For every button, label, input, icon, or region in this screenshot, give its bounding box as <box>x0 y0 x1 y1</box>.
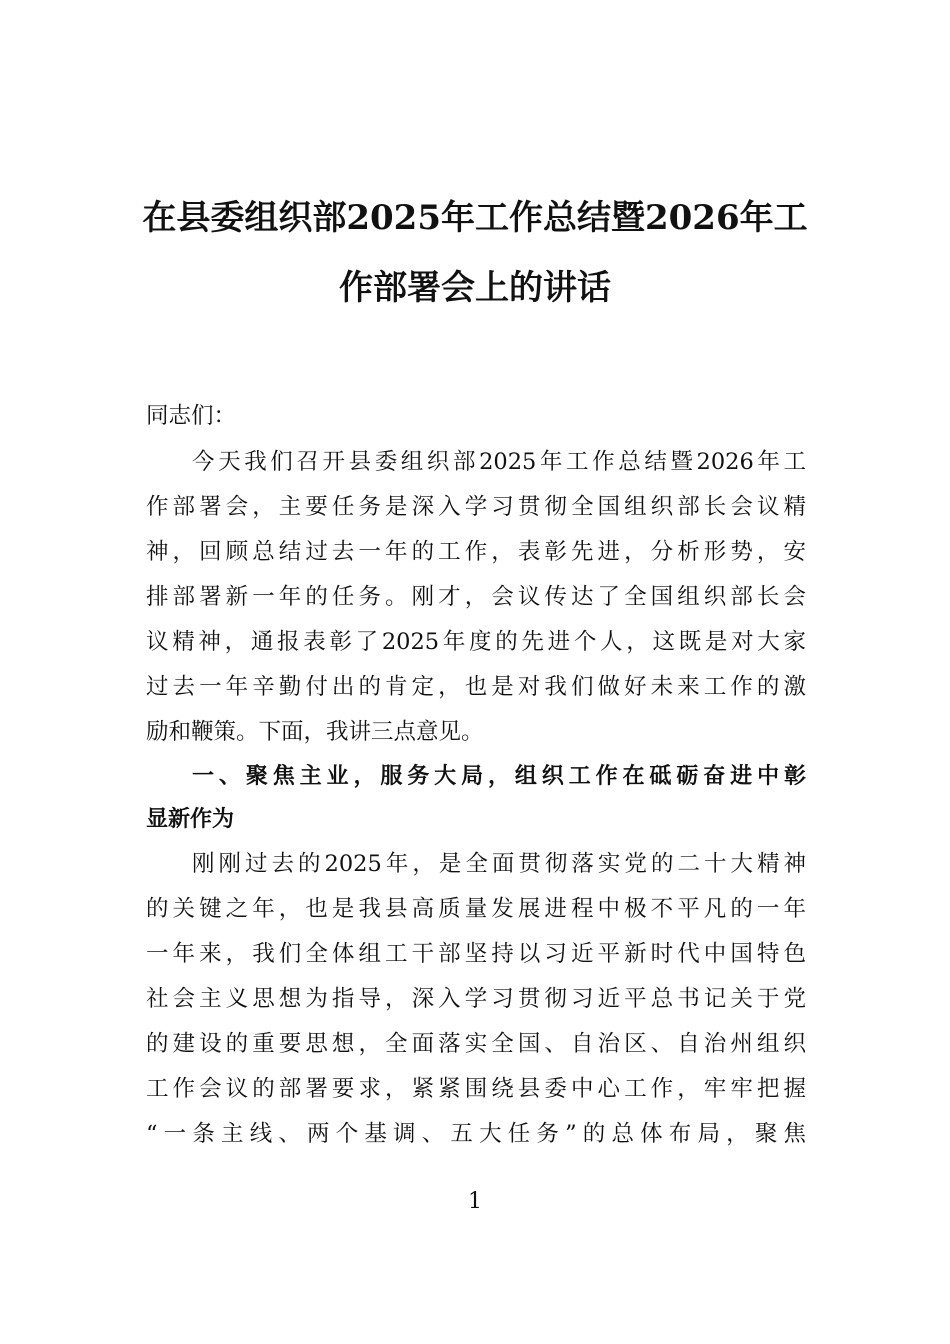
paragraph-2-line: 工作会议的部署要求，紧紧围绕县委中心工作，牢牢把握 <box>146 1076 806 1102</box>
paragraph-2-line: “一条主线、两个基调、五大任务”的总体布局，聚焦 <box>146 1121 806 1147</box>
paragraph-1-line: 议精神，通报表彰了2025年度的先进个人，这既是对大家 <box>146 629 806 655</box>
page-number: 1 <box>468 1189 482 1214</box>
paragraph-1-line: 排部署新一年的任务。刚才，会议传达了全国组织部长会 <box>146 584 806 610</box>
salutation: 同志们： <box>146 403 237 429</box>
paragraph-2-line: 的关键之年，也是我县高质量发展进程中极不平凡的一年 <box>146 896 806 922</box>
section-heading-line-1: 一、聚焦主业，服务大局，组织工作在砥砺奋进中彰 <box>192 764 806 789</box>
paragraph-1-line: 作部署会，主要任务是深入学习贯彻全国组织部长会议精 <box>146 494 806 520</box>
paragraph-1-line: 励和鞭策。下面，我讲三点意见。 <box>146 719 484 745</box>
paragraph-1-line: 神，回顾总结过去一年的工作，表彰先进，分析形势，安 <box>146 539 806 565</box>
document-title-line-2: 作部署会上的讲话 <box>339 268 611 308</box>
paragraph-2-line: 一年来，我们全体组工干部坚持以习近平新时代中国特色 <box>146 941 806 967</box>
paragraph-1-line: 今天我们召开县委组织部2025年工作总结暨2026年工 <box>192 449 806 475</box>
paragraph-2-line: 刚刚过去的2025年，是全面贯彻落实党的二十大精神 <box>192 851 806 877</box>
paragraph-2-line: 社会主义思想为指导，深入学习贯彻习近平总书记关于党 <box>146 986 806 1012</box>
document-title-line-1: 在县委组织部2025年工作总结暨2026年工 <box>142 198 808 238</box>
section-heading-line-2: 显新作为 <box>146 807 235 832</box>
paragraph-2-line: 的建设的重要思想，全面落实全国、自治区、自治州组织 <box>146 1031 806 1057</box>
paragraph-1-line: 过去一年辛勤付出的肯定，也是对我们做好未来工作的激 <box>146 674 806 700</box>
